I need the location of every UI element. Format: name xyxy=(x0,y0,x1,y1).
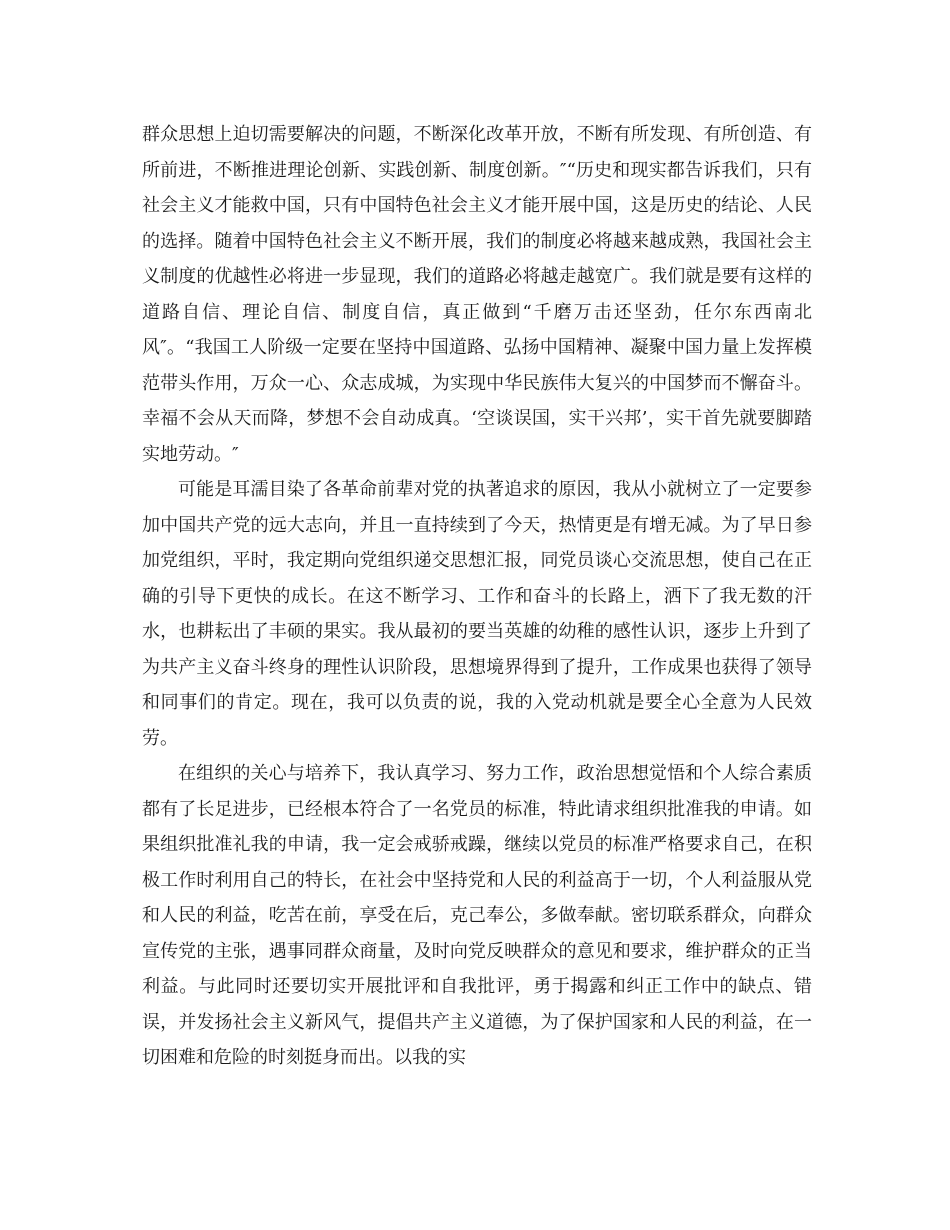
document-body xyxy=(142,117,812,1076)
paragraph-3: 在组织的关心与培养下，我认真学习、努力工作，政治思想觉悟和个人综合素质都有了长足进步，已经根本符合了一名党员的标准，特此请求组织批准我的申请。如果组织批准礼我的申请，我一定会戒骄戒躁，继续以党员的标准严格要求自己，在积极工作时利用自己的特长，在社会中坚持党和人民的利益高于一切，个人利益服从党和人民的利益，吃苦在前，享受在后，克己奉公，多做奉献。密切联系群众，向群众宣传党的主张，遇事同群众商量，及时向党反映群众的意见和要求，维护群众的正当利益。与此同时还要切实开展批评和自我批评，勇于揭露和纠正工作中的缺点、错误，并发扬社会主义新风气，提倡共产主义道德，为了保护国家和人民的利益，在一切困难和危险的时刻挺身而出。以我的实 xyxy=(142,763,812,1068)
paragraph-1: 群众思想上迫切需要解决的问题，不断深化改革开放，不断有所发现、有所创造、有所前进，不断推进理论创新、实践创新、制度创新。″“历史和现实都告诉我们，只有社会主义才能救中国，只有中国特色社会主义才能开展中国，这是历史的结论、人民的选择。随着中国特色社会主义不断开展，我们的制度必将越来越成熟，我国社会主义制度的优越性必将进一步显现，我们的道路必将越走越宽广。我们就是要有这样的道路自信、理论自信、制度自信，真正做到“千磨万击还坚劲，任尔东西南北风″。“我国工人阶级一定要在坚持中国道路、弘扬中国精神、凝聚中国力量上发挥模范带头作用，万众一心、众志成城，为实现中华民族伟大复兴的中国梦而不懈奋斗。幸福不会从天而降，梦想不会自动成真。‘空谈误国，实干兴邦’，实干首先就要脚踏实地劳动。″ xyxy=(142,124,813,465)
paragraph-2: 可能是耳濡目染了各革命前辈对党的执著追求的原因，我从小就树立了一定要参加中国共产党的远大志向，并且一直持续到了今天，热情更是有增无减。为了早日参加党组织，平时，我定期向党组织递交思想汇报，同党员谈心交流思想，使自己在正确的引导下更快的成长。在这不断学习、工作和奋斗的长路上，洒下了我无数的汗水，也耕耘出了丰硕的果实。我从最初的要当英雄的幼稚的感性认识，逐步上升到了为共产主义奋斗终身的理性认识阶段，思想境界得到了提升，工作成果也获得了领导和同事们的肯定。现在，我可以负责的说，我的入党动机就是要全心全意为人民效劳。 xyxy=(142,479,812,749)
